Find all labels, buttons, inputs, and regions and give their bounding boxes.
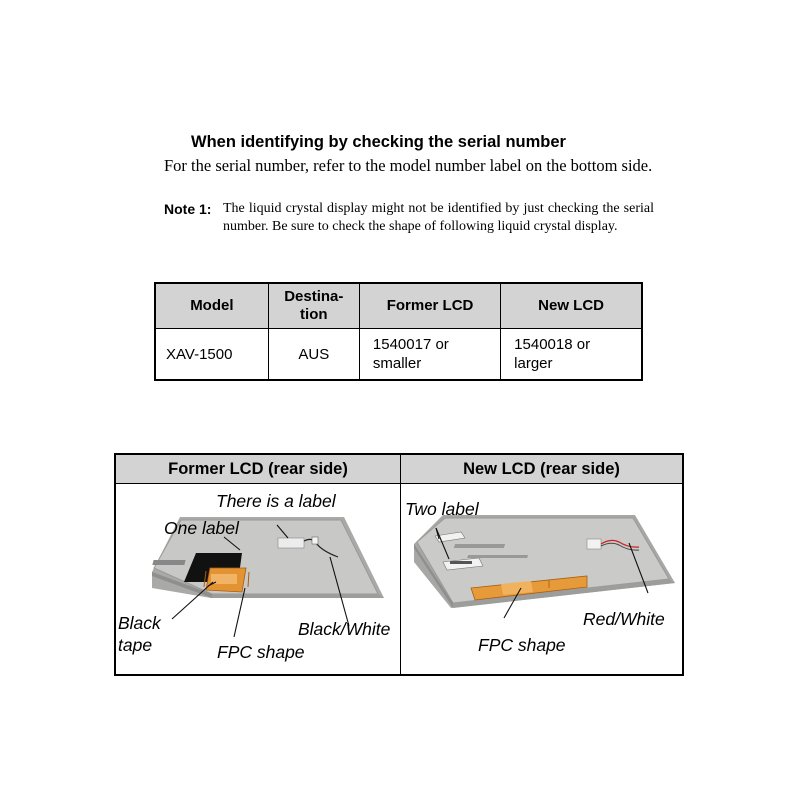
callout-fpc-shape-new: FPC shape — [478, 635, 566, 655]
note-block — [164, 200, 654, 236]
cell-model: XAV-1500 — [166, 345, 233, 363]
new-lcd-panel — [401, 484, 682, 674]
lcd-comparison-figure — [114, 453, 684, 676]
cell-former-lcd-text: 1540017 or smaller — [372, 336, 449, 372]
cell-destination: AUS — [268, 329, 359, 381]
callout-one-label: One label — [164, 518, 239, 538]
cell-new-lcd-text: 1540018 or larger — [514, 336, 591, 372]
section-heading: When identifying by checking the serial number — [191, 133, 566, 151]
header-new-lcd: New LCD — [501, 283, 642, 329]
table-row — [155, 329, 642, 381]
note-label: Note 1: — [164, 201, 212, 217]
former-lcd-title: Former LCD (rear side) — [116, 455, 400, 484]
former-lcd-panel — [116, 484, 400, 674]
callout-fpc-shape-former: FPC shape — [217, 642, 305, 662]
header-model: Model — [155, 283, 268, 329]
cell-new-lcd — [501, 329, 642, 381]
header-destination — [268, 283, 359, 329]
serial-number-instructions: For the serial number, refer to the model number label on the bottom side. — [164, 156, 653, 175]
callout-there-is-label: There is a label — [216, 491, 336, 511]
callout-red-white: Red/White — [583, 609, 665, 629]
callout-black-tape-line1: Black — [118, 613, 161, 633]
serial-number-table — [154, 282, 643, 381]
callout-two-label: Two label — [405, 499, 479, 519]
header-former-lcd: Former LCD — [359, 283, 500, 329]
callout-black-white: Black/White — [298, 619, 391, 639]
callout-black-tape-line2: tape — [118, 635, 153, 655]
new-lcd-title: New LCD (rear side) — [401, 455, 682, 484]
header-destination-text: Destina- tion — [284, 288, 344, 323]
note-text: The liquid crystal display might not be identified by just checking the serial number. Be sure to check the shape of following liquid crystal display. — [223, 201, 654, 234]
table-header-row — [155, 283, 642, 329]
cell-former-lcd — [359, 329, 500, 381]
